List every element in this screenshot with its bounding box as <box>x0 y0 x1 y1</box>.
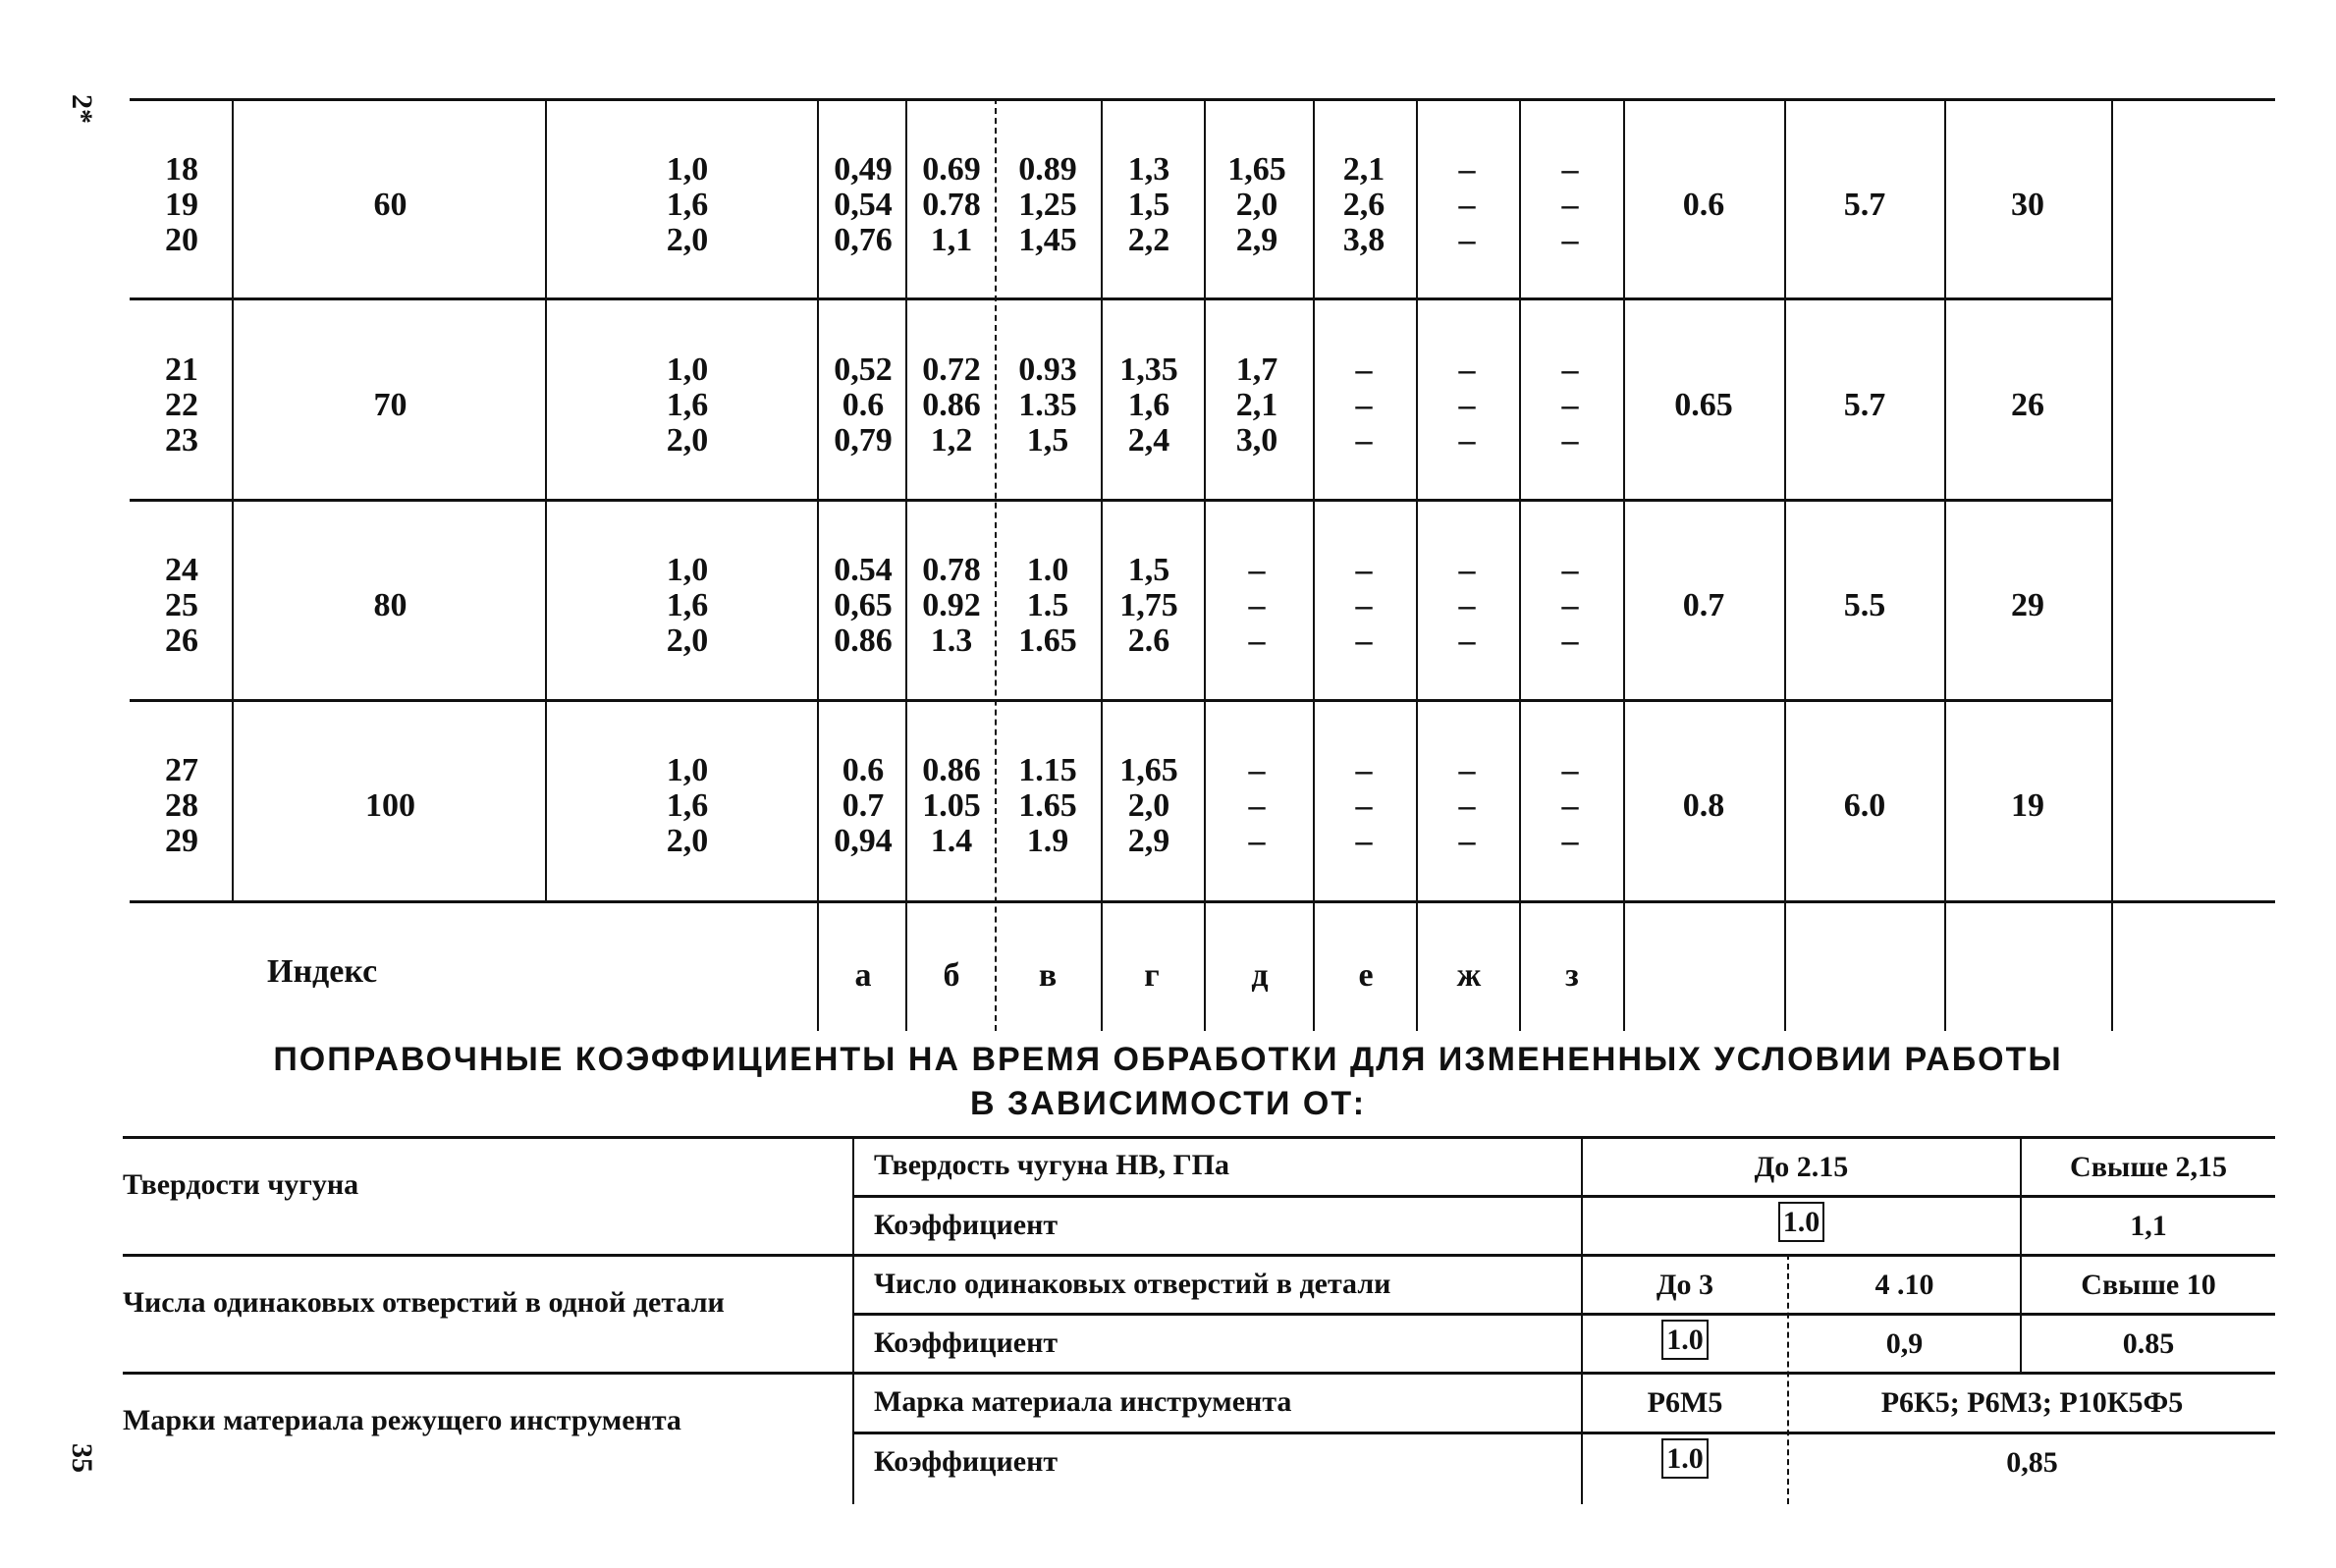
coef-3: 19 <box>2011 787 2044 824</box>
col-z-values: – – – <box>1561 752 1579 859</box>
col-z-values: – – – <box>1561 151 1579 258</box>
hardness-param-label: Твердость чугуна НВ, ГПа <box>874 1149 1230 1181</box>
col-zh-values: – – – <box>1458 752 1476 859</box>
material-v1-box: 1.0 <box>1661 1438 1709 1479</box>
index-letter-v: в <box>1038 957 1058 994</box>
col-b-values: 0.78 0.92 1.3 <box>922 552 981 659</box>
hardness-v2: 1,1 <box>2130 1210 2167 1242</box>
diameter-value: 70 <box>373 387 407 423</box>
material-h2: Р6К5; Р6М3; Р10К5Ф5 <box>1880 1386 2184 1419</box>
col-v-values: 1.0 1.5 1.65 <box>1018 552 1077 659</box>
index-letter-d: д <box>1251 957 1269 994</box>
row-numbers: 21 22 23 <box>165 351 198 459</box>
material-v2: 0,85 <box>2006 1446 2058 1479</box>
material-label: Марки материала режущего инструмента <box>123 1404 681 1436</box>
material-param-label: Марка материала инструмента <box>874 1385 1292 1418</box>
col-d-values: 1,7 2,1 3,0 <box>1235 351 1278 459</box>
col-d-values: – – – <box>1248 752 1266 859</box>
hardness-v1-box: 1.0 <box>1778 1202 1825 1242</box>
holes-h3: Свыше 10 <box>2081 1269 2216 1301</box>
coef-1: 0.7 <box>1682 587 1725 623</box>
col-e-values: – – – <box>1355 552 1373 659</box>
index-letter-b: б <box>943 957 960 994</box>
coef-3: 29 <box>2011 587 2044 623</box>
hardness-h2: Свыше 2,15 <box>2070 1151 2227 1183</box>
holes-h1: До 3 <box>1656 1269 1714 1301</box>
index-letter-zh: ж <box>1456 957 1482 994</box>
coef-2: 5.7 <box>1843 387 1886 423</box>
col-b-values: 0.86 1.05 1.4 <box>922 752 981 859</box>
index-letter-a: а <box>854 957 872 994</box>
col-a-values: 0,52 0.6 0,79 <box>834 351 893 459</box>
coef-1: 0.6 <box>1682 187 1725 223</box>
col-e-values: – – – <box>1355 752 1373 859</box>
feed-values: 1,0 1,6 2,0 <box>666 552 709 659</box>
feed-values: 1,0 1,6 2,0 <box>666 151 709 258</box>
col-b-values: 0.69 0.78 1,1 <box>922 151 981 258</box>
col-g-values: 1,65 2,0 2,9 <box>1119 752 1178 859</box>
coef-3: 30 <box>2011 187 2044 223</box>
col-d-values: 1,65 2,0 2,9 <box>1227 151 1286 258</box>
hardness-label: Твердости чугуна <box>123 1168 359 1201</box>
holes-v1-box: 1.0 <box>1661 1320 1709 1360</box>
coef-3: 26 <box>2011 387 2044 423</box>
col-v-values: 1.15 1.65 1.9 <box>1018 752 1077 859</box>
col-zh-values: – – – <box>1458 151 1476 258</box>
col-a-values: 0.6 0.7 0,94 <box>834 752 893 859</box>
coef-1: 0.65 <box>1674 387 1733 423</box>
col-b-values: 0.72 0.86 1,2 <box>922 351 981 459</box>
col-zh-values: – – – <box>1458 351 1476 459</box>
hardness-v1 <box>1583 1206 2020 1239</box>
col-v-values: 0.89 1,25 1,45 <box>1018 151 1077 258</box>
col-g-values: 1,3 1,5 2,2 <box>1127 151 1170 258</box>
feed-values: 1,0 1,6 2,0 <box>666 752 709 859</box>
row-numbers: 27 28 29 <box>165 752 198 859</box>
holes-h2: 4 .10 <box>1874 1269 1934 1301</box>
col-e-values: 2,1 2,6 3,8 <box>1342 151 1385 258</box>
coef-1: 0.8 <box>1682 787 1725 824</box>
index-letter-g: г <box>1144 957 1160 994</box>
diameter-value: 60 <box>373 187 407 223</box>
row-numbers: 24 25 26 <box>165 552 198 659</box>
col-g-values: 1,5 1,75 2.6 <box>1119 552 1178 659</box>
col-v-values: 0.93 1.35 1,5 <box>1018 351 1077 459</box>
holes-label: Числа одинаковых отверстий в одной детали <box>123 1286 725 1319</box>
holes-v3: 0.85 <box>2122 1327 2175 1360</box>
hardness-coef-label: Коэффициент <box>874 1209 1059 1241</box>
material-v1 <box>1583 1442 1787 1476</box>
holes-v2: 0,9 <box>1885 1327 1924 1360</box>
material-coef-label: Коэффициент <box>874 1445 1059 1478</box>
index-letter-z: з <box>1565 957 1579 994</box>
section-title-line1: ПОПРАВОЧНЫЕ КОЭФФИЦИЕНТЫ НА ВРЕМЯ ОБРАБОТКИ ДЛЯ ИЗМЕНЕННЫХ УСЛОВИИ РАБОТЫ <box>273 1041 2063 1078</box>
material-h1: Р6М5 <box>1647 1386 1723 1419</box>
row-numbers: 18 19 20 <box>165 151 198 258</box>
col-z-values: – – – <box>1561 351 1579 459</box>
col-z-values: – – – <box>1561 552 1579 659</box>
feed-values: 1,0 1,6 2,0 <box>666 351 709 459</box>
coef-2: 5.7 <box>1843 187 1886 223</box>
holes-param-label: Число одинаковых отверстий в детали <box>874 1268 1391 1300</box>
index-label: Индекс <box>267 953 378 990</box>
diameter-value: 80 <box>373 587 407 623</box>
col-a-values: 0.54 0,65 0.86 <box>834 552 893 659</box>
col-d-values: – – – <box>1248 552 1266 659</box>
col-a-values: 0,49 0,54 0,76 <box>834 151 893 258</box>
col-g-values: 1,35 1,6 2,4 <box>1119 351 1178 459</box>
holes-coef-label: Коэффициент <box>874 1326 1059 1359</box>
col-e-values: – – – <box>1355 351 1373 459</box>
holes-v1 <box>1583 1324 1787 1357</box>
diameter-value: 100 <box>365 787 415 824</box>
page-number: 35 <box>66 1443 98 1473</box>
coef-2: 6.0 <box>1843 787 1886 824</box>
index-letter-e: е <box>1358 957 1374 994</box>
coef-2: 5.5 <box>1843 587 1886 623</box>
hardness-h1: До 2.15 <box>1754 1151 1849 1183</box>
corner-mark: 2* <box>66 94 98 124</box>
section-title-line2: В ЗАВИСИМОСТИ ОТ: <box>969 1085 1367 1122</box>
col-zh-values: – – – <box>1458 552 1476 659</box>
